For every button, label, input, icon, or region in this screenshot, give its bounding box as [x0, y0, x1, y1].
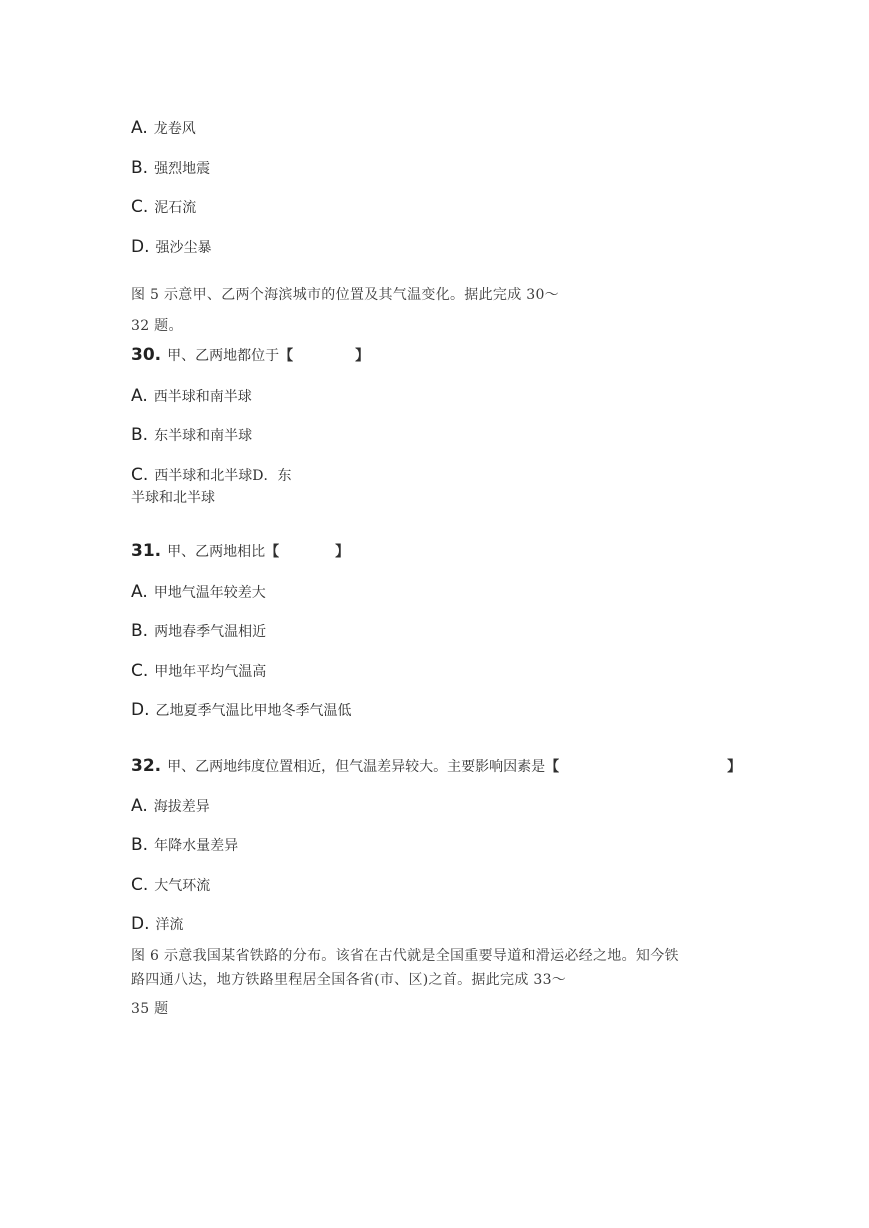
answer-bracket-close: 】	[355, 348, 370, 364]
option-31-a	[131, 582, 266, 603]
option-30-d-wrap: 半球和北半球	[131, 490, 215, 506]
question-stem: 甲、乙两地相比	[167, 544, 266, 560]
answer-bracket-close: 】	[335, 544, 350, 560]
answer-bracket-open: 【	[265, 544, 280, 560]
option-text: 海拔差异	[153, 799, 210, 815]
option-29-d	[131, 237, 212, 258]
option-text: 西半球和北半球D．东	[154, 468, 292, 484]
option-text: 强烈地震	[154, 161, 211, 177]
option-31-d	[131, 700, 352, 721]
question-number: 30.	[131, 345, 162, 365]
option-31-c	[131, 661, 266, 682]
intro-fig6-line2: 路四通八达，地方铁路里程居全国各省(市、区)之首。据此完成 33～	[131, 972, 567, 988]
option-text: 东半球和南半球	[154, 428, 253, 444]
question-stem: 甲、乙两地纬度位置相近，但气温差异较大。主要影响因素是	[167, 759, 546, 775]
option-letter: B.	[131, 158, 149, 178]
option-32-d	[131, 914, 184, 935]
option-30-b	[131, 425, 252, 446]
question-31-stem	[131, 541, 349, 562]
option-text: 乙地夏季气温比甲地冬季气温低	[155, 703, 352, 719]
option-30-a	[131, 386, 252, 407]
option-text: 西半球和南半球	[153, 389, 252, 405]
question-number: 32.	[131, 756, 162, 776]
option-32-c	[131, 875, 210, 896]
option-31-b	[131, 621, 266, 642]
option-text: 强沙尘暴	[155, 240, 212, 256]
question-30-stem	[131, 345, 369, 366]
option-letter: D.	[131, 914, 150, 934]
option-letter: C.	[131, 197, 149, 217]
intro-fig6-line3: 35 题	[131, 1001, 169, 1017]
option-letter: A.	[131, 386, 148, 406]
option-text: 泥石流	[154, 200, 197, 216]
option-letter: C.	[131, 661, 149, 681]
option-letter: C.	[131, 465, 149, 485]
question-number: 31.	[131, 541, 162, 561]
option-letter: D.	[131, 700, 150, 720]
option-text: 甲地气温年较差大	[153, 585, 266, 601]
intro-fig5-line2: 32 题。	[131, 318, 183, 334]
answer-bracket-open: 【	[545, 759, 560, 775]
option-29-a	[131, 118, 196, 139]
option-text: 甲地年平均气温高	[154, 664, 267, 680]
option-letter: B.	[131, 621, 149, 641]
option-text: 大气环流	[154, 878, 211, 894]
option-letter: D.	[131, 237, 150, 257]
option-text: 洋流	[155, 917, 184, 933]
option-letter: C.	[131, 875, 149, 895]
option-text: 年降水量差异	[154, 838, 239, 854]
intro-fig6-line1: 图 6 示意我国某省铁路的分布。该省在古代就是全国重要导道和滑运必经之地。知今铁	[131, 948, 679, 964]
option-30-c	[131, 465, 292, 486]
option-letter: A.	[131, 118, 148, 138]
option-32-b	[131, 835, 238, 856]
option-text: 龙卷风	[153, 121, 196, 137]
question-stem: 甲、乙两地都位于	[167, 348, 280, 364]
option-letter: B.	[131, 835, 149, 855]
option-29-c	[131, 197, 196, 218]
answer-bracket-open: 【	[279, 348, 294, 364]
option-29-b	[131, 158, 210, 179]
question-32-stem	[131, 756, 741, 777]
intro-fig5-line1: 图 5 示意甲、乙两个海滨城市的位置及其气温变化。据此完成 30～	[131, 287, 559, 303]
answer-bracket-close: 】	[727, 759, 742, 775]
option-letter: B.	[131, 425, 149, 445]
option-letter: A.	[131, 582, 148, 602]
option-text: 两地春季气温相近	[154, 624, 267, 640]
option-letter: A.	[131, 796, 148, 816]
option-32-a	[131, 796, 210, 817]
